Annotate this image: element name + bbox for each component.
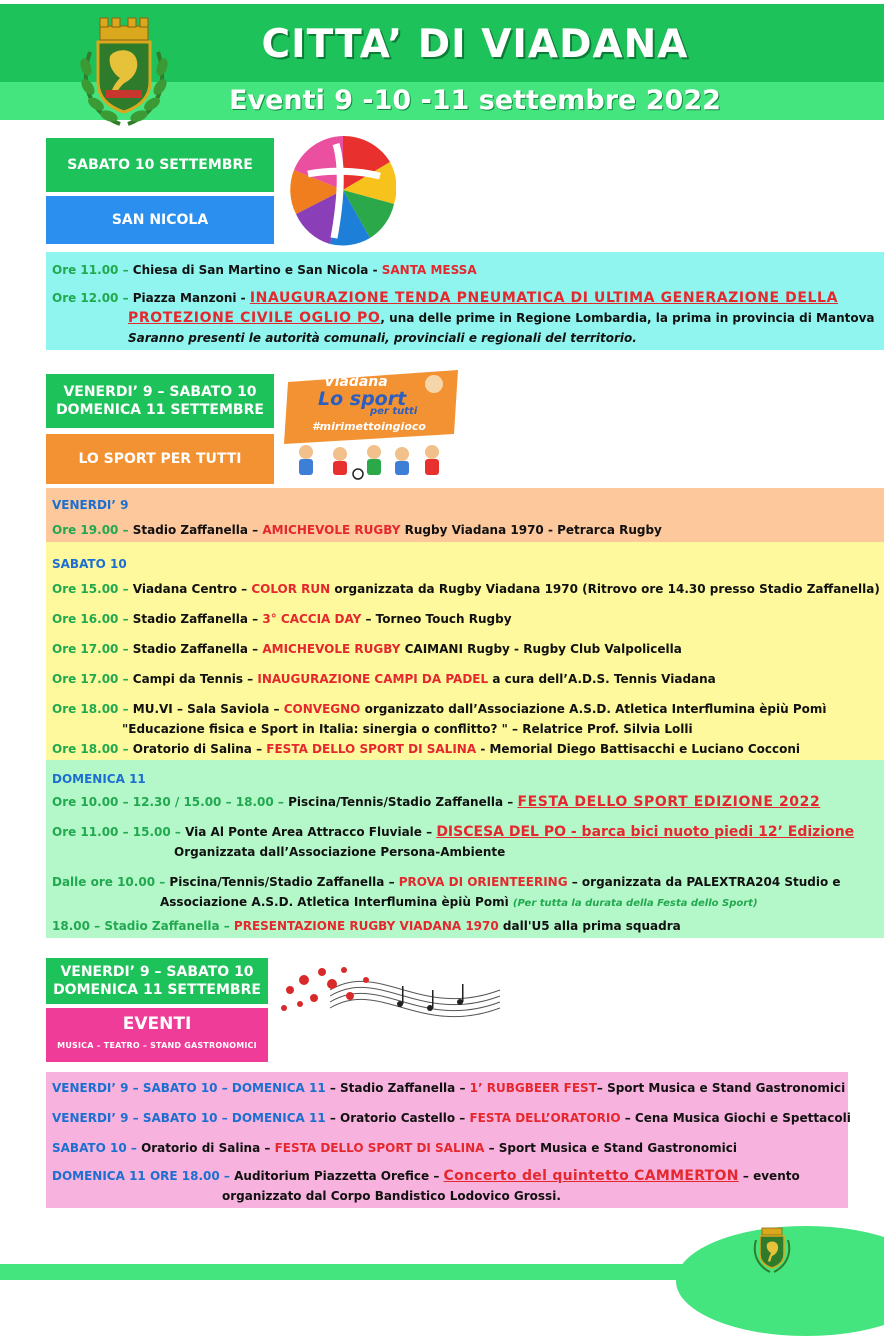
section1-name-tag: SAN NICOLA bbox=[46, 196, 274, 244]
section1-panel bbox=[46, 252, 884, 350]
event-row: VENERDI’ 9 – SABATO 10 – DOMENICA 11 – Oratorio Castello – FESTA DELL’ORATORIO – Cena Musica Giochi e Spettacoli bbox=[52, 1111, 851, 1125]
event-row: Ore 12.00 – Piazza Manzoni - INAUGURAZIONE TENDA PNEUMATICA DI ULTIMA GENERAZIONE DELLA bbox=[52, 290, 839, 306]
event-row: 18.00 – Stadio Zaffanella – PRESENTAZIONE RUGBY VIADANA 1970 dall'U5 alla prima squadra bbox=[52, 919, 681, 933]
section3-name-tag: EVENTI MUSICA – TEATRO – STAND GASTRONOMICI bbox=[46, 1008, 268, 1062]
event-row: SABATO 10 – Oratorio di Salina – FESTA DELLO SPORT DI SALINA – Sport Musica e Stand Gastronomici bbox=[52, 1141, 737, 1155]
san-nicola-logo-icon bbox=[290, 134, 396, 246]
sunday-panel bbox=[46, 760, 884, 938]
day-heading: VENERDI’ 9 bbox=[52, 498, 129, 512]
event-row: Ore 17.00 – Stadio Zaffanella – AMICHEVOLE RUGBY CAIMANI Rugby - Rugby Club Valpolicella bbox=[52, 642, 682, 656]
event-row: Ore 15.00 – Viadana Centro – COLOR RUN organizzata da Rugby Viadana 1970 (Ritrovo ore 14.30 presso Stadio Zaffanella) bbox=[52, 582, 880, 596]
section2-name-tag: LO SPORT PER TUTTI bbox=[46, 434, 274, 484]
event-row: Ore 16.00 – Stadio Zaffanella – 3° CACCIA DAY – Torneo Touch Rugby bbox=[52, 612, 512, 626]
event-row: Ore 19.00 – Stadio Zaffanella – AMICHEVOLE RUGBY Rugby Viadana 1970 - Petrarca Rugby bbox=[52, 523, 662, 537]
event-row-continued: organizzato dal Corpo Bandistico Lodovico Grossi. bbox=[222, 1189, 561, 1203]
event-row: Ore 18.00 – MU.VI – Sala Saviola – CONVEGNO organizzato dall’Associazione A.S.D. Atletica Interflumina èpiù Pomì bbox=[52, 702, 827, 716]
event-row: Ore 11.00 – 15.00 – Via Al Ponte Area Attracco Fluviale – DISCESA DEL PO - barca bici nuoto piedi 12’ Edizione bbox=[52, 824, 855, 840]
event-row-continued: Associazione A.S.D. Atletica Interflumina èpiù Pomì (Per tutta la durata della Festa dello Sport) bbox=[160, 895, 758, 909]
event-note: Saranno presenti le autorità comunali, provinciali e regionali del territorio. bbox=[128, 331, 637, 345]
event-row: Ore 18.00 – Oratorio di Salina – FESTA DELLO SPORT DI SALINA - Memorial Diego Battisacchi e Luciano Cocconi bbox=[52, 742, 801, 756]
event-row-continued: Organizzata dall’Associazione Persona-Ambiente bbox=[174, 845, 506, 859]
event-row-continued: PROTEZIONE CIVILE OGLIO PO, una delle prime in Regione Lombardia, la prima in provincia di Mantova bbox=[128, 310, 875, 326]
event-row: Ore 17.00 – Campi da Tennis – INAUGURAZIONE CAMPI DA PADEL a cura dell’A.D.S. Tennis Viadana bbox=[52, 672, 716, 686]
event-row: Ore 11.00 – Chiesa di San Martino e San Nicola - SANTA MESSA bbox=[52, 263, 477, 277]
section3-panel bbox=[46, 1072, 851, 1208]
section2-date-tag: VENERDI’ 9 – SABATO 10 DOMENICA 11 SETTEMBRE bbox=[46, 374, 274, 428]
friday-panel bbox=[46, 488, 884, 542]
sport-per-tutti-logo: Viadana Lo sport per tutti #mirimettoingioco bbox=[284, 370, 460, 482]
event-row: DOMENICA 11 ORE 18.00 – Auditorium Piazzetta Orefice – Concerto del quintetto CAMMERTON – evento bbox=[52, 1168, 800, 1184]
event-row: VENERDI’ 9 – SABATO 10 – DOMENICA 11 – Stadio Zaffanella – 1’ RUBGBEER FEST– Sport Musica e Stand Gastronomici bbox=[52, 1081, 846, 1095]
section3-date-tag: VENERDI’ 9 – SABATO 10 DOMENICA 11 SETTEMBRE bbox=[46, 958, 268, 1004]
event-row: Dalle ore 10.00 – Piscina/Tennis/Stadio Zaffanella – PROVA DI ORIENTEERING – organizzata da PALEXTRA204 Studio e bbox=[52, 875, 841, 889]
event-row-continued: "Educazione fisica e Sport in Italia: sinergia o conflitto? " – Relatrice Prof. Silvia Lolli bbox=[122, 722, 693, 736]
page-subtitle: Eventi 9 -10 -11 settembre 2022 bbox=[229, 85, 721, 116]
section1-date-tag: SABATO 10 SETTEMBRE bbox=[46, 138, 274, 192]
day-heading: SABATO 10 bbox=[52, 557, 127, 571]
music-notes-icon bbox=[270, 950, 510, 1040]
day-heading: DOMENICA 11 bbox=[52, 772, 146, 786]
saturday-panel bbox=[46, 542, 884, 760]
event-row: Ore 10.00 – 12.30 / 15.00 – 18.00 – Piscina/Tennis/Stadio Zaffanella – FESTA DELLO SPORT EDIZIONE 2022 bbox=[52, 794, 821, 810]
footer-crest-icon bbox=[752, 1224, 792, 1274]
page-title: CITTA’ DI VIADANA bbox=[261, 22, 689, 67]
